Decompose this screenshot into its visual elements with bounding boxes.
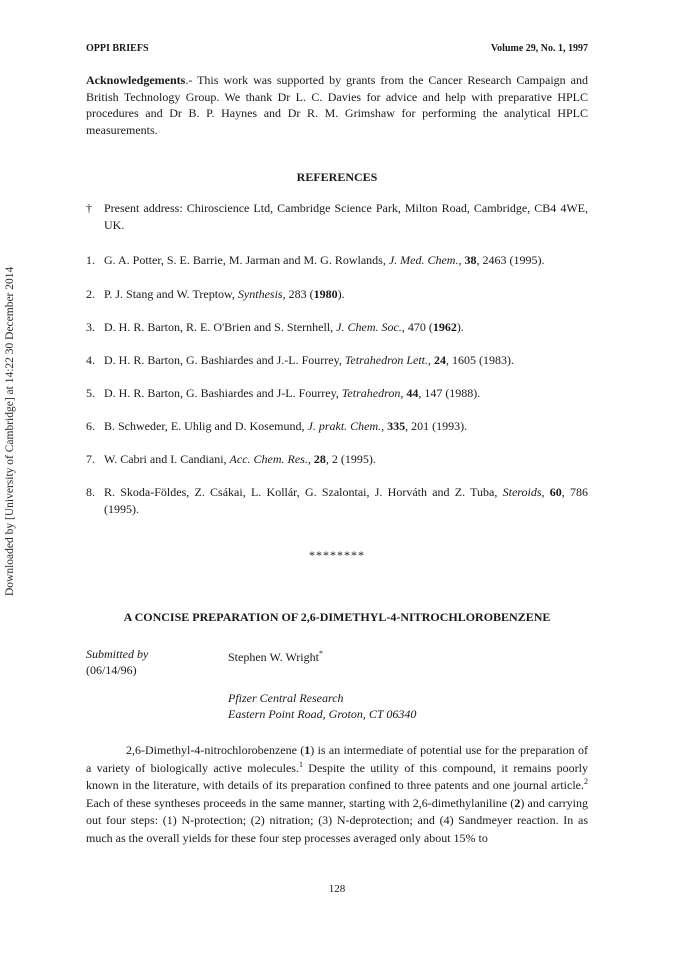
reference-text <box>104 252 588 269</box>
page-number: 128 <box>328 883 346 895</box>
reference-number: 2. <box>86 287 95 301</box>
emphasis-text: 38 <box>464 253 477 267</box>
reference-text <box>104 385 588 402</box>
reference-item <box>86 451 588 468</box>
text-run: B. Schweder, E. Uhlig and D. Kosemund, <box>104 419 308 433</box>
reference-number: 8. <box>86 485 95 499</box>
reference-text <box>104 200 588 234</box>
text-run: ). <box>337 287 345 301</box>
text-run: ) and carrying out four steps: (1) N-protection; (2) nitration; (3) N-deprotection; and (4) Sandmeyer reaction. In as much as the overall yields for these four step processes averaged only about 15% to <box>86 795 588 845</box>
reference-number: 7. <box>86 452 95 466</box>
text-run: P. J. Stang and W. Treptow, <box>104 287 238 301</box>
text-run: ) is an intermediate of potential use for the preparation of a variety of biologically active molecules. <box>86 743 588 775</box>
introduction-paragraph <box>86 742 588 847</box>
emphasis-text: 2 <box>514 795 521 810</box>
acknowledgements-label: Acknowledgements <box>86 73 186 87</box>
text-run: , <box>307 452 314 466</box>
journal-name: Steroids, <box>502 485 545 499</box>
text-run: Despite the utility of this compound, it remains poorly known in the literature, with details of its preparation confined to three patents and one journal article. <box>86 760 588 792</box>
emphasis-text: 60 <box>549 485 562 499</box>
journal-name: Tetrahedron, <box>341 386 404 400</box>
text-run: D. H. R. Barton, G. Bashiardes and J-L. Fourrey, <box>104 386 342 400</box>
text-run: R. Skoda-Földes, Z. Csákai, L. Kollár, G. Szalontai, J. Horváth and Z. Tuba, <box>104 485 503 499</box>
text-run: , 283 ( <box>282 287 314 301</box>
text-run: D. H. R. Barton, R. E. O'Brien and S. Sternhell, <box>104 320 337 334</box>
reference-item <box>86 352 588 369</box>
reference-number: 1. <box>86 253 95 267</box>
text-run: ). <box>456 320 464 334</box>
text-run: , 201 (1993). <box>405 419 468 433</box>
emphasis-text: 24 <box>433 353 446 367</box>
reference-text <box>104 286 588 303</box>
text-run: , 786 (1995). <box>104 485 589 516</box>
text-run: G. A. Potter, S. E. Barrie, M. Jarman and M. G. Rowlands, <box>104 253 389 267</box>
text-run: 2,6-Dimethyl-4-nitrochlorobenzene ( <box>126 743 305 757</box>
reference-text <box>104 484 588 518</box>
volume-issue: Volume 29, No. 1, 1997 <box>490 43 588 54</box>
author-name: Stephen W. Wright <box>228 650 319 664</box>
reference-item <box>86 286 588 303</box>
text-run: , 1605 (1983). <box>445 353 514 367</box>
text-run: , 2 (1995). <box>325 452 376 466</box>
journal-name: Acc. Chem. Res. <box>229 452 308 466</box>
reference-number: 6. <box>86 419 95 433</box>
author-name-line <box>228 646 323 665</box>
journal-name: Tetrahedron Lett. <box>344 353 428 367</box>
download-notice: Downloaded by [University of Cambridge] at 14:22 30 December 2014 <box>4 266 16 596</box>
reference-item <box>86 319 588 336</box>
emphasis-text: 28 <box>313 452 326 466</box>
emphasis-text: 335 <box>387 419 406 433</box>
reference-number: 3. <box>86 320 95 334</box>
emphasis-text: 1980 <box>313 287 338 301</box>
reference-item <box>86 200 588 234</box>
reference-item <box>86 252 588 269</box>
citation-superscript: 2 <box>584 777 588 786</box>
acknowledgements-text: .- This work was supported by grants from the Cancer Research Campaign and British Technology Group. We thank Dr L. C. Davies for advice and help with preparative HPLC procedures and Dr B. P. Haynes and Dr R. M. Grimshaw for performing the analytical HPLC measurements. <box>86 73 588 137</box>
citation-superscript: 1 <box>298 759 303 769</box>
journal-name: J. Chem. Soc. <box>336 320 402 334</box>
affiliation-line-2: Eastern Point Road, Groton, CT 06340 <box>228 707 417 721</box>
journal-name: J. prakt. Chem. <box>307 419 382 433</box>
article-title: A CONCISE PREPARATION OF 2,6-DIMETHYL-4-NITROCHLOROBENZENE <box>123 610 551 624</box>
reference-item <box>86 418 588 435</box>
submission-date: (06/14/96) <box>86 663 137 677</box>
text-run: Each of these syntheses proceeds in the same manner, starting with 2,6-dimethylaniline ( <box>86 795 515 810</box>
reference-number: 5. <box>86 386 95 400</box>
references-heading: REFERENCES <box>296 170 378 184</box>
affiliation-line-1: Pfizer Central Research <box>228 691 344 705</box>
reference-item <box>86 484 588 518</box>
text-run: , 147 (1988). <box>418 386 481 400</box>
corresponding-author-mark: * <box>318 649 323 658</box>
text-run: D. H. R. Barton, G. Bashiardes and J.-L. Fourrey, <box>104 353 345 367</box>
reference-text <box>104 352 588 369</box>
journal-name: Synthesis <box>237 287 283 301</box>
text-run: , 470 ( <box>401 320 433 334</box>
submitted-by-label: Submitted by <box>86 647 149 661</box>
reference-text <box>104 319 588 336</box>
text-run: , 2463 (1995). <box>476 253 545 267</box>
journal-name: J. Med. Chem. <box>388 253 459 267</box>
journal-section-name: OPPI BRIEFS <box>86 43 149 54</box>
reference-text <box>104 418 588 435</box>
text-run: W. Cabri and I. Candiani, <box>104 452 230 466</box>
emphasis-text: 44 <box>406 386 419 400</box>
reference-text <box>104 451 588 468</box>
emphasis-text: 1 <box>304 743 311 757</box>
text-run: , <box>427 353 434 367</box>
text-run: Present address: Chiroscience Ltd, Cambridge Science Park, Milton Road, Cambridge, CB4 4WE, UK. <box>104 201 588 232</box>
text-run: , <box>458 253 465 267</box>
reference-item <box>86 385 588 402</box>
emphasis-text: 1962 <box>432 320 457 334</box>
text-run: , <box>381 419 388 433</box>
reference-number: † <box>86 201 92 215</box>
section-separator: ******** <box>309 548 365 562</box>
acknowledgements-paragraph <box>86 72 588 138</box>
reference-number: 4. <box>86 353 95 367</box>
